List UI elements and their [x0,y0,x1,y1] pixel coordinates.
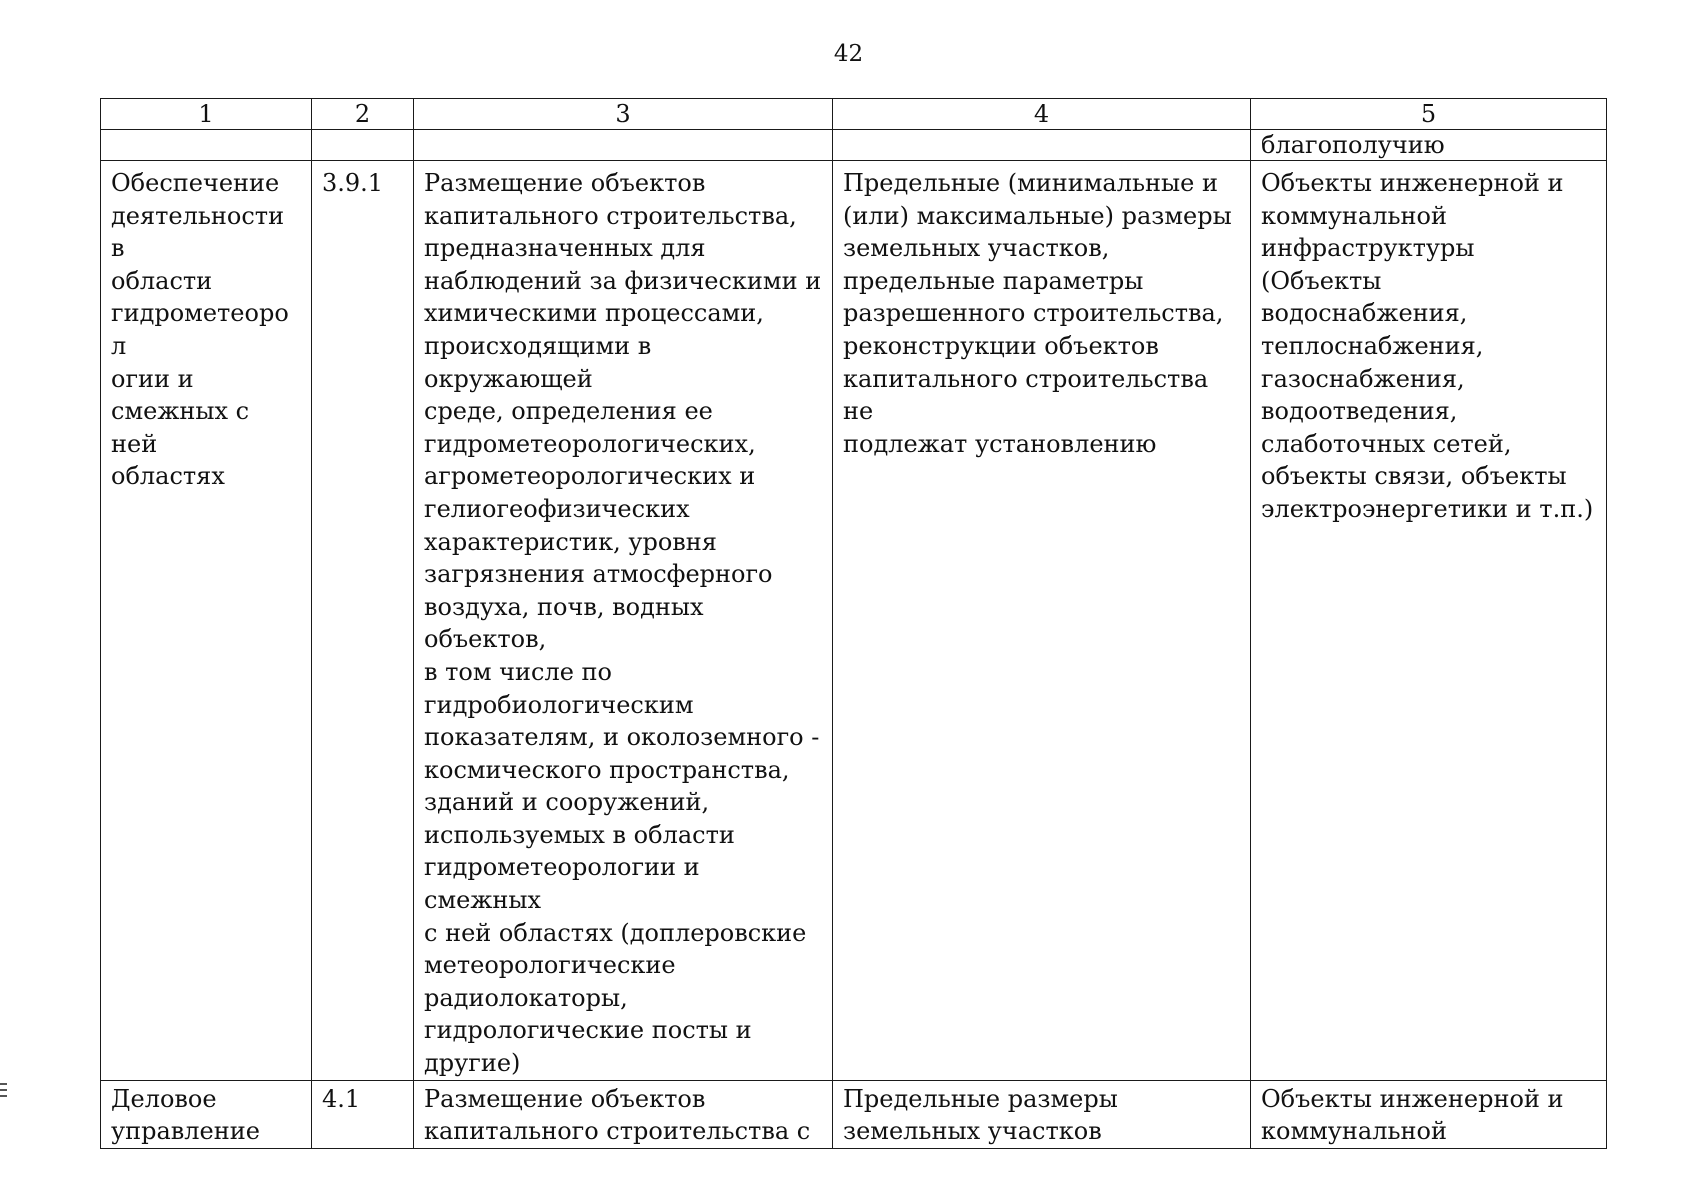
continuation-cell-4 [833,130,1251,161]
header-row [101,99,1607,130]
header-cell-5: 5 [1251,99,1607,130]
use-type-description: Размещение объектов капитального строительства, предназначенных для наблюдений за физическими и химическими процессами, происходящими в окружающей среде, определения ее гидрометеорологических, агрометеорологических и гелиогеофизических характеристик, уровня загрязнения атмосферного воздуха, почв, водных объектов, в том числе по гидробиологическим показателям, и околоземного - космического пространства, зданий и сооружений, используемых в области гидрометеорологии и смежных с ней областях (доплеровские метеорологические радиолокаторы, гидрологические посты и другие) [414,161,833,1081]
header-cell-2: 2 [312,99,414,130]
land-use-table [100,98,1607,1149]
use-type-code: 4.1 [312,1080,414,1148]
scan-margin-mark [0,1083,7,1103]
page-number: 42 [833,41,864,67]
use-type-name: Деловое управление [101,1080,312,1148]
use-type-name: Обеспечение деятельности в области гидрометеорол огии и смежных с ней областях [101,161,312,1081]
use-type-objects: Объекты инженерной и коммунальной инфраструктуры (Объекты водоснабжения, теплоснабжения, газоснабжения, водоотведения, слаботочных сетей, объекты связи, объекты электроэнергетики и т.п.) [1251,161,1607,1081]
use-type-parameters: Предельные (минимальные и (или) максимальные) размеры земельных участков, предельные параметры разрешенного строительства, реконструкции объектов капитального строительства не подлежат установлению [833,161,1251,1081]
use-type-code: 3.9.1 [312,161,414,1081]
continuation-row [101,130,1607,161]
use-type-objects: Объекты инженерной и коммунальной [1251,1080,1607,1148]
continuation-cell-1 [101,130,312,161]
use-type-parameters: Предельные размеры земельных участков [833,1080,1251,1148]
table-row [101,161,1607,1081]
use-type-description: Размещение объектов капитального строительства с [414,1080,833,1148]
header-cell-1: 1 [101,99,312,130]
table-row [101,1080,1607,1148]
continuation-cell-5: благополучию [1251,130,1607,161]
continuation-cell-3 [414,130,833,161]
header-cell-3: 3 [414,99,833,130]
header-cell-4: 4 [833,99,1251,130]
continuation-cell-2 [312,130,414,161]
